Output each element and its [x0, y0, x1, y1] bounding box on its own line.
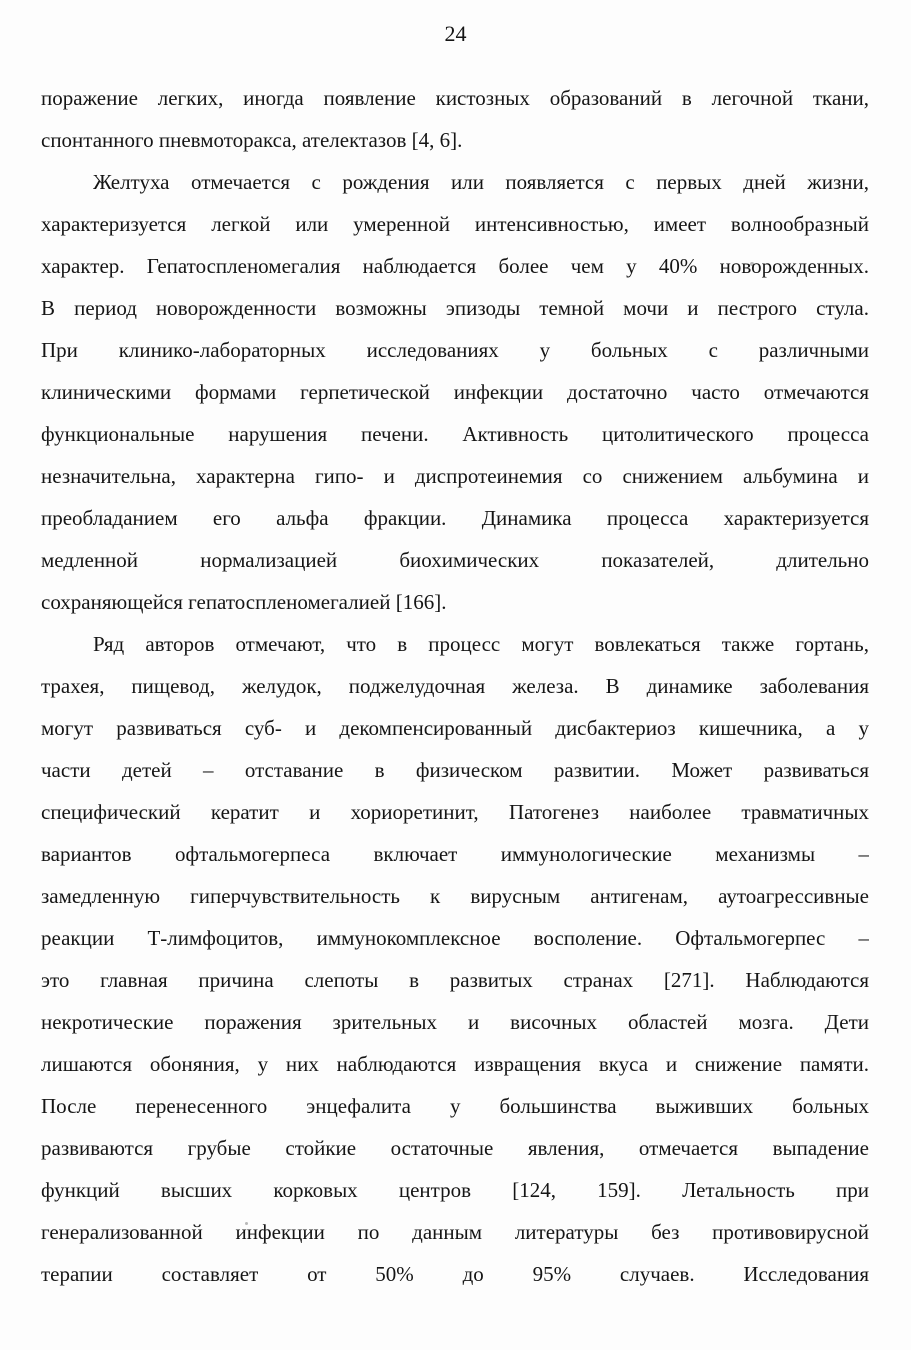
page-number: 24: [444, 21, 467, 46]
text-line: лишаются обоняния, у них наблюдаются извращения вкуса и снижение памяти.: [41, 1052, 869, 1076]
text-line: В период новорожденности возможны эпизоды темной мочи и пестрого стула.: [41, 296, 869, 320]
text-line: После перенесенного энцефалита у большинства выживших больных: [41, 1094, 869, 1118]
paragraph: [41, 623, 869, 1295]
paragraph: [41, 77, 869, 161]
text-line: вариантов офтальмогерпеса включает иммунологические механизмы –: [41, 842, 869, 866]
text-line: некротические поражения зрительных и височных областей мозга. Дети: [41, 1010, 869, 1034]
text-line: функций высших корковых центров [124, 159]. Летальность при: [41, 1178, 869, 1202]
text-line: поражение легких, иногда появление кистозных образований в легочной ткани,: [41, 86, 869, 110]
text-line: незначительна, характерна гипо- и диспротеинемия со снижением альбумина и: [41, 464, 869, 488]
text-line: характер. Гепатоспленомегалия наблюдается более чем у 40% новорожденных.: [41, 254, 869, 278]
text-line: характеризуется легкой или умеренной интенсивностью, имеет волнообразный: [41, 212, 869, 236]
text-line: замедленную гиперчувствительность к вирусным антигенам, аутоагрессивные: [41, 884, 869, 908]
text-line: части детей – отставание в физическом развитии. Может развиваться: [41, 758, 869, 782]
text-line: это главная причина слепоты в развитых странах [271]. Наблюдаются: [41, 968, 869, 992]
text-line: развиваются грубые стойкие остаточные явления, отмечается выпадение: [41, 1136, 869, 1160]
text-line: функциональные нарушения печени. Активность цитолитического процесса: [41, 422, 869, 446]
text-line: преобладанием его альфа фракции. Динамика процесса характеризуется: [41, 506, 869, 530]
text-line: клиническими формами герпетической инфекции достаточно часто отмечаются: [41, 380, 869, 404]
text-line: Ряд авторов отмечают, что в процесс могут вовлекаться также гортань,: [93, 632, 869, 656]
text-line: могут развиваться суб- и декомпенсированный дисбактериоз кишечника, а у: [41, 716, 869, 740]
text-line: генерализованной инфекции по данным литературы без противовирусной: [41, 1220, 869, 1244]
text-line: терапии составляет от 50% до 95% случаев. Исследования: [41, 1262, 869, 1286]
text-line: специфический кератит и хориоретинит, Патогенез наиболее травматичных: [41, 800, 869, 824]
body-text: [41, 77, 869, 1295]
text-line: При клинико-лабораторных исследованиях у больных с различными: [41, 338, 869, 362]
text-line: реакции Т-лимфоцитов, иммунокомплексное восполение. Офтальмогерпес –: [41, 926, 869, 950]
text-line: Желтуха отмечается с рождения или появляется с первых дней жизни,: [93, 170, 869, 194]
paragraph: [41, 161, 869, 623]
text-line: спонтанного пневмоторакса, ателектазов [4, 6].: [41, 128, 463, 152]
text-line: сохраняющейся гепатоспленомегалией [166].: [41, 590, 447, 614]
text-line: трахея, пищевод, желудок, поджелудочная железа. В динамике заболевания: [41, 674, 869, 698]
text-line: медленной нормализацией биохимических показателей, длительно: [41, 548, 869, 572]
